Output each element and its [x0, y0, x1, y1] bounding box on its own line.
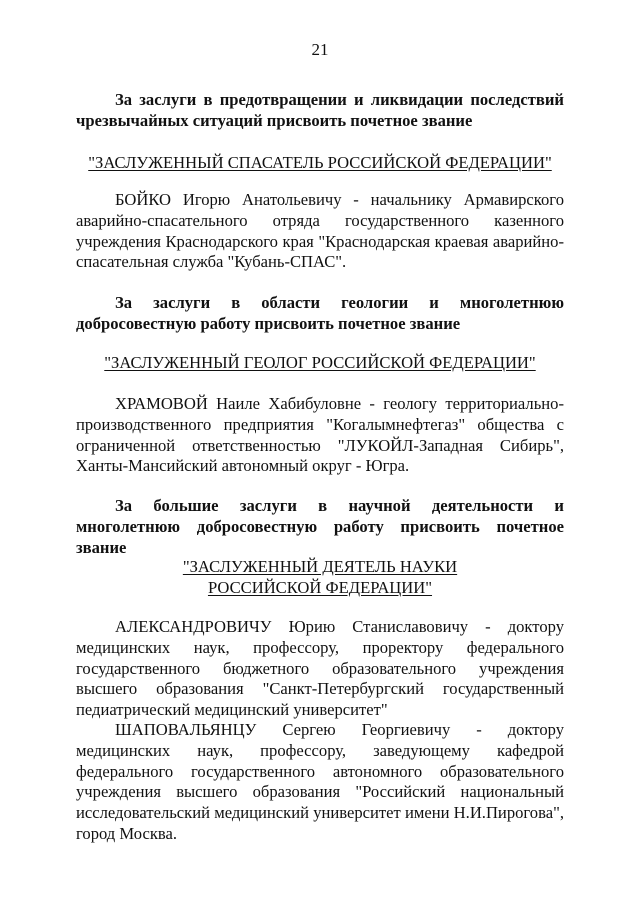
awardee-shapovalyants: ШАПОВАЛЬЯНЦУ Сергею Георгиевичу - доктору медицинских наук, профессору, заведующему кафедрой федерального государственного автономного образовательного учреждения высшего образования "Российский национальный исследовательский медицинский университет имени Н.И.Пирогова", город Москва. — [76, 720, 564, 843]
section-intro-geologist: За заслуги в области геологии и многолетнюю добросовестную работу присвоить почетное звание — [76, 293, 564, 333]
section-intro-science: За большие заслуги в научной деятельности и многолетнюю добросовестную работу присвоить почетное звание — [76, 496, 564, 557]
award-title-line: РОССИЙСКОЙ ФЕДЕРАЦИИ" — [207, 578, 433, 597]
award-title-line: "ЗАСЛУЖЕННЫЙ ГЕОЛОГ РОССИЙСКОЙ ФЕДЕРАЦИИ" — [104, 353, 536, 372]
page-number: 21 — [311, 40, 329, 59]
award-title-geologist — [76, 352, 564, 373]
award-title-rescuer — [76, 152, 564, 173]
award-title-science — [76, 556, 564, 598]
section-intro-rescuer: За заслуги в предотвращении и ликвидации последствий чрезвычайных ситуаций присвоить почетное звание — [76, 90, 564, 130]
awardee-khramova: ХРАМОВОЙ Наиле Хабибуловне - геологу территориально-производственного предприятия "Когалымнефтегаз" общества с ограниченной ответственностью "ЛУКОЙЛ-Западная Сибирь", Ханты-Мансийский автономный округ - Югра. — [76, 394, 564, 476]
awardee-aleksandrovich: АЛЕКСАНДРОВИЧУ Юрию Станиславовичу - доктору медицинских наук, профессору, проректору федерального государственного бюджетного образовательного учреждения высшего образования "Санкт-Петербургский государственный педиатрический медицинский университет" — [76, 617, 564, 720]
award-title-line: "ЗАСЛУЖЕННЫЙ ДЕЯТЕЛЬ НАУКИ — [182, 557, 458, 576]
award-title-line: "ЗАСЛУЖЕННЫЙ СПАСАТЕЛЬ РОССИЙСКОЙ ФЕДЕРАЦИИ" — [88, 153, 552, 172]
awardee-boyko: БОЙКО Игорю Анатольевичу - начальнику Армавирского аварийно-спасательного отряда государственного казенного учреждения Краснодарского края "Краснодарская краевая аварийно-спасательная служба "Кубань-СПАС". — [76, 190, 564, 272]
